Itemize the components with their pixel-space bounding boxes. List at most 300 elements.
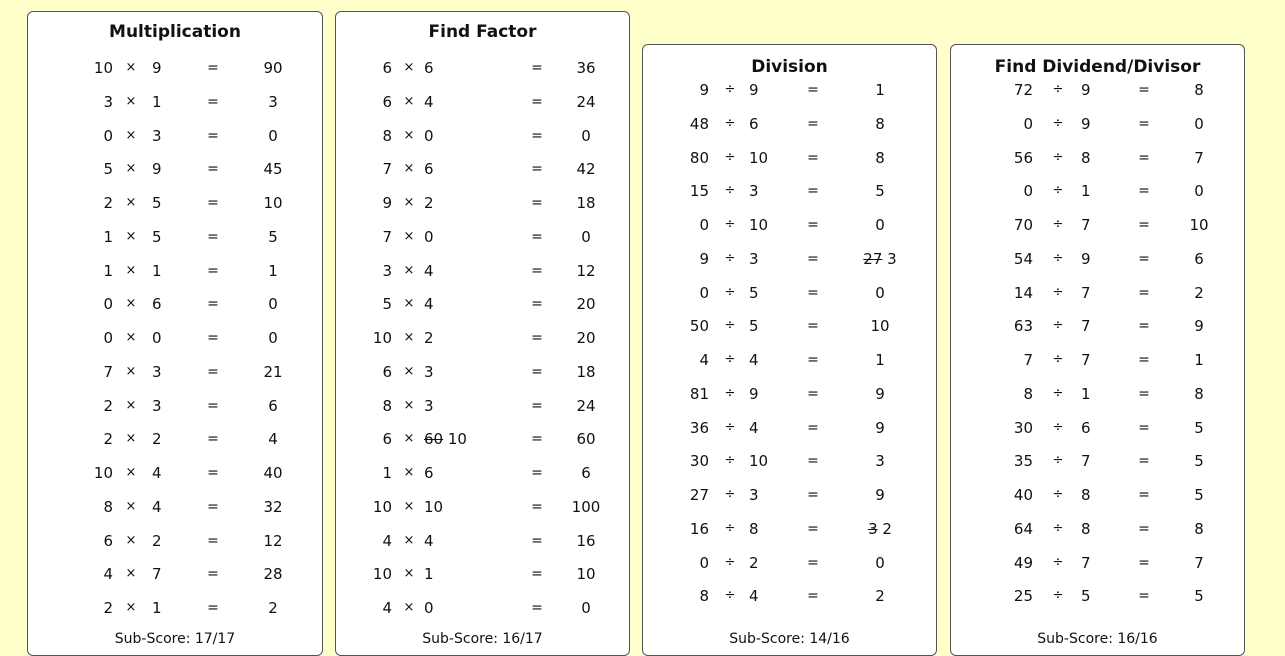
equals-symbol: = xyxy=(807,453,819,470)
operand-b: 9 xyxy=(1081,114,1091,133)
equals-symbol: = xyxy=(207,363,219,380)
operator-symbol: ÷ xyxy=(724,520,736,536)
result: 1 xyxy=(875,81,885,99)
equation-row xyxy=(28,225,322,249)
operand-a: 6 xyxy=(382,92,392,111)
equals-symbol: = xyxy=(531,296,543,313)
operator-symbol: × xyxy=(403,60,415,75)
operand-b: 8 xyxy=(1081,519,1091,538)
panel-title: Find Dividend/Divisor xyxy=(994,57,1201,77)
operand-b: 8 xyxy=(1081,486,1091,504)
equals-symbol: = xyxy=(531,161,543,178)
operator-symbol: × xyxy=(403,465,415,480)
equation-row xyxy=(336,259,629,283)
operand-b: 7 xyxy=(1081,317,1091,336)
result: 2 xyxy=(268,599,278,617)
result: 0 xyxy=(875,283,885,302)
operand-a: 8 xyxy=(1023,384,1033,403)
equals-symbol: = xyxy=(807,284,819,301)
result: 9 xyxy=(875,486,885,504)
equals-symbol: = xyxy=(531,93,543,110)
result: 2 xyxy=(1194,283,1204,302)
operand-b: 7 xyxy=(152,565,162,584)
operator-symbol: × xyxy=(125,296,137,312)
operand-a: 1 xyxy=(103,227,113,246)
equals-symbol: = xyxy=(807,149,819,166)
result: 24 xyxy=(576,396,596,415)
operand-b: 3 xyxy=(152,362,162,381)
equation-row xyxy=(336,427,629,451)
equals-symbol: = xyxy=(207,296,219,313)
equals-symbol: = xyxy=(531,228,543,245)
operator-symbol: × xyxy=(403,195,415,210)
operand-b: 4 xyxy=(749,351,759,369)
equals-symbol: = xyxy=(807,520,819,537)
operand-a: 10 xyxy=(372,497,392,516)
equals-symbol: = xyxy=(1138,520,1150,537)
equals-symbol: = xyxy=(207,127,219,144)
equation-row xyxy=(643,551,936,575)
equation-row xyxy=(951,213,1244,237)
operand-b xyxy=(424,427,467,451)
operator-symbol: × xyxy=(125,127,137,143)
operand-b: 9 xyxy=(152,59,162,77)
equals-symbol: = xyxy=(531,431,543,448)
equation-row xyxy=(336,191,629,215)
operator-symbol: ÷ xyxy=(1052,487,1064,502)
operator-symbol: × xyxy=(403,566,415,582)
operand-a: 2 xyxy=(103,599,113,617)
operand-b: 10 xyxy=(749,216,769,234)
result: 5 xyxy=(1194,587,1204,606)
equation-row xyxy=(28,394,322,418)
operand-a: 4 xyxy=(382,531,392,550)
operand-b: 6 xyxy=(424,160,434,179)
equation-row xyxy=(28,495,322,519)
equals-symbol: = xyxy=(207,330,219,346)
operand-a: 0 xyxy=(103,329,113,347)
equation-row xyxy=(643,382,936,406)
operator-symbol: ÷ xyxy=(1052,554,1064,570)
operand-b: 1 xyxy=(1081,182,1091,201)
result: 8 xyxy=(1194,81,1204,99)
operator-symbol: × xyxy=(403,228,415,244)
operand-a: 25 xyxy=(1013,587,1033,606)
operand-b: 10 xyxy=(749,148,769,167)
operand-b: 1 xyxy=(152,261,162,280)
operator-symbol: ÷ xyxy=(724,284,736,300)
operand-a: 4 xyxy=(382,599,392,617)
sub-score: Sub-Score: 16/17 xyxy=(422,631,543,647)
equation-row xyxy=(28,461,322,485)
operator-symbol: ÷ xyxy=(1052,149,1064,165)
equation-row xyxy=(28,259,322,283)
corrected-answer: 3 xyxy=(887,249,897,268)
equals-symbol: = xyxy=(531,600,543,616)
equals-symbol: = xyxy=(807,554,819,571)
operand-b: 4 xyxy=(424,531,434,550)
equals-symbol: = xyxy=(807,487,819,503)
operand-b: 5 xyxy=(749,317,759,336)
equation-row xyxy=(951,449,1244,473)
operand-b: 9 xyxy=(749,384,759,403)
operand-a: 7 xyxy=(382,160,392,179)
equals-symbol: = xyxy=(531,465,543,481)
operator-symbol: ÷ xyxy=(724,183,736,199)
operand-b: 7 xyxy=(1081,216,1091,234)
equals-symbol: = xyxy=(807,217,819,233)
operand-a: 0 xyxy=(1023,114,1033,133)
equation-row xyxy=(951,179,1244,203)
operand-a: 16 xyxy=(689,519,709,538)
operand-a: 6 xyxy=(382,59,392,77)
operand-a: 3 xyxy=(103,92,113,111)
equation-row xyxy=(951,382,1244,406)
equation-row xyxy=(28,191,322,215)
operand-a: 9 xyxy=(382,194,392,212)
equals-symbol: = xyxy=(207,498,219,515)
equals-symbol: = xyxy=(1138,419,1150,436)
operand-a: 6 xyxy=(382,362,392,381)
operand-a: 3 xyxy=(382,261,392,280)
equals-symbol: = xyxy=(531,195,543,211)
operator-symbol: × xyxy=(403,532,415,548)
operand-b: 4 xyxy=(424,92,434,111)
equation-row xyxy=(643,314,936,338)
equals-symbol: = xyxy=(1138,250,1150,267)
result: 42 xyxy=(576,160,596,179)
operator-symbol: × xyxy=(403,330,415,345)
operand-b: 3 xyxy=(749,249,759,268)
operand-a: 14 xyxy=(1013,283,1033,302)
equation-row xyxy=(951,314,1244,338)
equation-row xyxy=(951,551,1244,575)
result: 5 xyxy=(1194,418,1204,437)
operand-b: 1 xyxy=(424,565,434,584)
operand-a: 72 xyxy=(1013,81,1033,99)
operand-b: 3 xyxy=(152,396,162,415)
equation-row xyxy=(951,584,1244,608)
equals-symbol: = xyxy=(207,93,219,110)
result: 8 xyxy=(875,148,885,167)
equation-row xyxy=(643,213,936,237)
corrected-answer: 2 xyxy=(882,519,892,538)
operand-b: 5 xyxy=(749,283,759,302)
operand-b: 4 xyxy=(749,418,759,437)
operator-symbol: ÷ xyxy=(724,385,736,401)
operator-symbol: × xyxy=(125,600,137,615)
result: 0 xyxy=(268,329,278,347)
equation-row xyxy=(951,78,1244,102)
equation-row xyxy=(336,326,629,350)
operator-symbol: × xyxy=(125,161,137,177)
operator-symbol: × xyxy=(403,363,415,379)
operand-b: 0 xyxy=(424,126,434,145)
equation-row xyxy=(28,427,322,451)
equals-symbol: = xyxy=(1138,82,1150,98)
operator-symbol: ÷ xyxy=(724,588,736,604)
operand-b: 4 xyxy=(424,261,434,280)
equals-symbol: = xyxy=(1138,487,1150,503)
operand-b: 5 xyxy=(152,194,162,212)
operator-symbol: × xyxy=(403,397,415,413)
operand-a: 50 xyxy=(689,317,709,336)
operand-b: 1 xyxy=(1081,384,1091,403)
result: 45 xyxy=(263,160,283,179)
operand-a: 0 xyxy=(1023,182,1033,201)
operator-symbol: ÷ xyxy=(1052,183,1064,199)
operator-symbol: ÷ xyxy=(724,318,736,334)
operand-b: 0 xyxy=(424,599,434,617)
operator-symbol: × xyxy=(403,498,415,514)
operator-symbol: ÷ xyxy=(724,217,736,232)
result: 1 xyxy=(875,351,885,369)
find-dividend-divisor-panel xyxy=(950,44,1245,656)
equals-symbol: = xyxy=(807,352,819,368)
equation-row xyxy=(28,360,322,384)
result: 0 xyxy=(581,599,591,617)
operand-a: 4 xyxy=(699,351,709,369)
result: 10 xyxy=(576,565,596,584)
equals-symbol: = xyxy=(807,250,819,267)
result: 12 xyxy=(263,531,283,550)
wrong-answer: 27 xyxy=(863,249,883,268)
operator-symbol: ÷ xyxy=(1052,520,1064,536)
equals-symbol: = xyxy=(807,318,819,335)
result: 0 xyxy=(581,126,591,145)
equation-row xyxy=(28,529,322,553)
operand-a: 36 xyxy=(689,418,709,437)
equals-symbol: = xyxy=(207,195,219,211)
operator-symbol: × xyxy=(403,431,415,447)
operand-b: 10 xyxy=(424,497,444,516)
result: 5 xyxy=(268,227,278,246)
equation-row xyxy=(336,292,629,316)
operand-a: 7 xyxy=(103,362,113,381)
result: 10 xyxy=(870,317,890,336)
result: 0 xyxy=(581,227,591,246)
operator-symbol: ÷ xyxy=(724,419,736,435)
operator-symbol: ÷ xyxy=(1052,115,1064,131)
division-panel xyxy=(642,44,937,656)
result: 0 xyxy=(1194,114,1204,133)
equals-symbol: = xyxy=(207,600,219,616)
operator-symbol: × xyxy=(125,195,137,210)
operand-a: 15 xyxy=(689,182,709,201)
result: 0 xyxy=(268,295,278,314)
equals-symbol: = xyxy=(207,431,219,448)
operand-a: 35 xyxy=(1013,452,1033,471)
equals-symbol: = xyxy=(207,228,219,245)
equals-symbol: = xyxy=(1138,385,1150,402)
operand-a: 4 xyxy=(103,565,113,584)
operand-b: 10 xyxy=(749,452,769,471)
equals-symbol: = xyxy=(1138,352,1150,368)
operand-a: 2 xyxy=(103,430,113,449)
operator-symbol: ÷ xyxy=(724,487,736,502)
operator-symbol: ÷ xyxy=(724,554,736,570)
equals-symbol: = xyxy=(207,161,219,178)
equals-symbol: = xyxy=(531,60,543,76)
operator-symbol: × xyxy=(125,93,137,109)
operand-b: 0 xyxy=(152,329,162,347)
result: 20 xyxy=(576,295,596,314)
equals-symbol: = xyxy=(1138,318,1150,335)
operator-symbol: ÷ xyxy=(1052,250,1064,266)
equation-row xyxy=(28,292,322,316)
result: 32 xyxy=(263,497,283,516)
operator-symbol: × xyxy=(125,60,137,75)
operand-b: 7 xyxy=(1081,553,1091,572)
equation-row xyxy=(643,348,936,372)
operand-a: 8 xyxy=(382,126,392,145)
result: 2 xyxy=(875,587,885,606)
multiplication-panel xyxy=(27,11,323,656)
operator-symbol: × xyxy=(125,498,137,514)
operand-b: 6 xyxy=(424,59,434,77)
operand-a: 30 xyxy=(1013,418,1033,437)
operand-b: 2 xyxy=(152,531,162,550)
result: 20 xyxy=(576,329,596,347)
operator-symbol: ÷ xyxy=(724,250,736,266)
operand-b: 6 xyxy=(749,114,759,133)
operand-a: 2 xyxy=(103,194,113,212)
operand-a: 0 xyxy=(699,283,709,302)
equals-symbol: = xyxy=(207,262,219,279)
operator-symbol: × xyxy=(403,127,415,143)
equals-symbol: = xyxy=(531,397,543,414)
operand-b: 3 xyxy=(749,182,759,201)
result: 8 xyxy=(1194,519,1204,538)
equation-row xyxy=(951,517,1244,541)
equation-row xyxy=(336,529,629,553)
equals-symbol: = xyxy=(807,82,819,98)
equation-row xyxy=(951,348,1244,372)
operand-a: 8 xyxy=(382,396,392,415)
operand-a: 1 xyxy=(382,464,392,482)
operand-a: 27 xyxy=(689,486,709,504)
equals-symbol: = xyxy=(807,183,819,200)
operator-symbol: × xyxy=(125,465,137,480)
equals-symbol: = xyxy=(1138,183,1150,200)
find-factor-panel xyxy=(335,11,630,656)
equation-row xyxy=(336,124,629,148)
operand-a: 7 xyxy=(382,227,392,246)
result: 60 xyxy=(576,430,596,449)
operand-a: 2 xyxy=(103,396,113,415)
operand-b: 4 xyxy=(424,295,434,314)
result: 40 xyxy=(263,464,283,482)
operand-b: 4 xyxy=(749,587,759,606)
operand-a: 8 xyxy=(699,587,709,606)
operand-b: 8 xyxy=(1081,148,1091,167)
equation-row xyxy=(336,495,629,519)
result: 100 xyxy=(571,497,601,516)
operator-symbol: × xyxy=(125,363,137,379)
operand-a: 5 xyxy=(382,295,392,314)
operator-symbol: ÷ xyxy=(1052,352,1064,367)
operator-symbol: ÷ xyxy=(1052,419,1064,435)
operand-b: 1 xyxy=(152,92,162,111)
equation-row xyxy=(951,112,1244,136)
result: 5 xyxy=(1194,452,1204,471)
operator-symbol: × xyxy=(125,228,137,244)
equals-symbol: = xyxy=(207,532,219,549)
result: 9 xyxy=(1194,317,1204,336)
equation-row xyxy=(643,416,936,440)
operand-a: 48 xyxy=(689,114,709,133)
operator-symbol: × xyxy=(403,161,415,177)
operand-a: 64 xyxy=(1013,519,1033,538)
operand-a: 10 xyxy=(372,329,392,347)
operand-a: 7 xyxy=(1023,351,1033,369)
equation-row xyxy=(28,124,322,148)
panel-title: Multiplication xyxy=(109,22,241,42)
operand-b: 4 xyxy=(152,464,162,482)
result: 10 xyxy=(263,194,283,212)
equation-row xyxy=(643,78,936,102)
equation-row xyxy=(951,416,1244,440)
result: 21 xyxy=(263,362,283,381)
equation-row xyxy=(336,90,629,114)
equation-row xyxy=(951,247,1244,271)
operand-b: 3 xyxy=(424,396,434,415)
result: 0 xyxy=(875,553,885,572)
equals-symbol: = xyxy=(1138,453,1150,470)
operator-symbol: ÷ xyxy=(724,115,736,131)
equals-symbol: = xyxy=(807,385,819,402)
result: 0 xyxy=(1194,182,1204,201)
operand-b: 8 xyxy=(749,519,759,538)
operand-b: 6 xyxy=(1081,418,1091,437)
equation-row xyxy=(28,596,322,620)
equation-row xyxy=(28,326,322,350)
operand-b: 6 xyxy=(424,464,434,482)
operand-a: 70 xyxy=(1013,216,1033,234)
result: 5 xyxy=(1194,486,1204,504)
result: 3 xyxy=(268,92,278,111)
equals-symbol: = xyxy=(1138,217,1150,233)
result: 9 xyxy=(875,418,885,437)
result: 8 xyxy=(1194,384,1204,403)
result: 6 xyxy=(268,396,278,415)
operator-symbol: ÷ xyxy=(1052,318,1064,334)
result: 1 xyxy=(268,261,278,280)
equals-symbol: = xyxy=(531,566,543,583)
operand-a: 9 xyxy=(699,249,709,268)
result: 0 xyxy=(875,216,885,234)
operand-a: 80 xyxy=(689,148,709,167)
operand-a: 10 xyxy=(372,565,392,584)
operand-a: 56 xyxy=(1013,148,1033,167)
operator-symbol: ÷ xyxy=(1052,82,1064,97)
operand-b: 0 xyxy=(424,227,434,246)
operator-symbol: ÷ xyxy=(724,149,736,165)
operand-a: 6 xyxy=(382,430,392,449)
equation-row xyxy=(336,394,629,418)
operand-a: 49 xyxy=(1013,553,1033,572)
operand-b: 9 xyxy=(1081,81,1091,99)
operator-symbol: ÷ xyxy=(1052,588,1064,604)
operand-b: 9 xyxy=(152,160,162,179)
operator-symbol: × xyxy=(403,600,415,615)
equals-symbol: = xyxy=(531,498,543,515)
operand-b: 6 xyxy=(152,295,162,314)
result: 18 xyxy=(576,362,596,381)
equation-row xyxy=(643,517,936,541)
equation-row xyxy=(643,584,936,608)
sub-score: Sub-Score: 17/17 xyxy=(114,631,236,647)
